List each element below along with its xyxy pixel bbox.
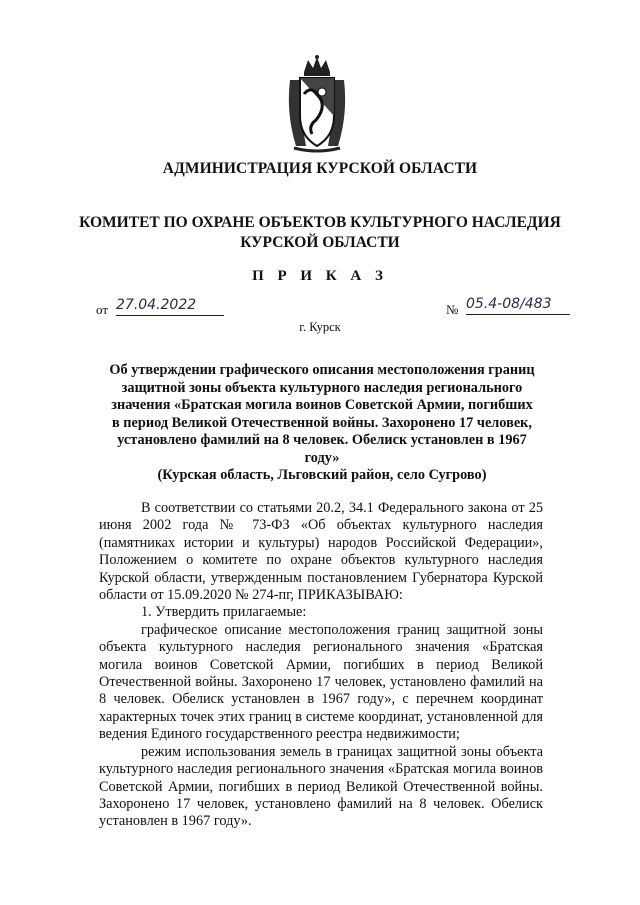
order-title-line: значения «Братская могила воинов Советской Армии, погибших <box>111 397 533 413</box>
coat-of-arms-emblem <box>282 54 352 154</box>
order-title-line: защитной зоны объекта культурного наследия регионального <box>121 379 523 396</box>
number-handwritten-value: 05.4-08/483 <box>466 296 570 315</box>
administration-heading: АДМИНИСТРАЦИЯ КУРСКОЙ ОБЛАСТИ <box>162 160 478 177</box>
order-title-line: установлено фамилий на 8 человек. Обелиск установлен в 1967 году» <box>117 432 527 466</box>
order-body <box>99 500 543 831</box>
document-type-heading: П Р И К А З <box>252 268 388 284</box>
order-title-line: Об утверждении графического описания местоположения границ <box>109 362 535 378</box>
date-label: от <box>96 302 109 317</box>
body-paragraph-land-use-regime: режим использования земель в границах защитной зоны объекта культурного наследия регионального значения «Братская могила воинов Советской Армии, погибших в период Великой Отечественной войны. Захоронено 17 человек, установлено фамилий на 8 человек. Обелиск установлен в 1967 году». <box>99 743 543 830</box>
order-title-line: (Курская область, Льговский район, село Сугрово) <box>157 467 487 483</box>
city-line: г. Курск <box>299 320 341 334</box>
date-handwritten-value: 27.04.2022 <box>116 297 224 316</box>
order-title <box>100 362 544 485</box>
committee-heading-line1: КОМИТЕТ ПО ОХРАНЕ ОБЪЕКТОВ КУЛЬТУРНОГО НАСЛЕДИЯ <box>79 214 561 231</box>
order-title-line: в период Великой Отечественной войны. Захоронено 17 человек, <box>112 414 532 431</box>
number-label: № <box>446 302 459 317</box>
committee-heading-line2: КУРСКОЙ ОБЛАСТИ <box>240 234 400 251</box>
body-paragraph-item1: 1. Утвердить прилагаемые: <box>141 604 307 621</box>
body-paragraph-preamble: В соответствии со статьями 20.2, 34.1 Федерального закона от 25 июня 2002 года № 73-ФЗ «Об объектах культурного наследия (памятниках истории и культуры) народов Российской Федерации», Положением о комитете по охране объектов культурного наследия Курской области, утвержденным постановлением Губернатора Курской области от 15.09.2020 № 274-пг, ПРИКАЗЫВАЮ: <box>99 500 543 604</box>
committee-heading <box>0 213 640 253</box>
body-paragraph-graphic-description: графическое описание местоположения границ защитной зоны объекта культурного наследия регионального значения «Братская могила воинов Советской Армии, погибших в период Великой Отечественной войны. Захоронено 17 человек, установлено фамилий на 8 человек. Обелиск установлен в 1967 году», с перечнем координат характерных точек этих границ в системе координат, установленной для ведения Единого государственного реестра недвижимости; <box>99 621 543 743</box>
